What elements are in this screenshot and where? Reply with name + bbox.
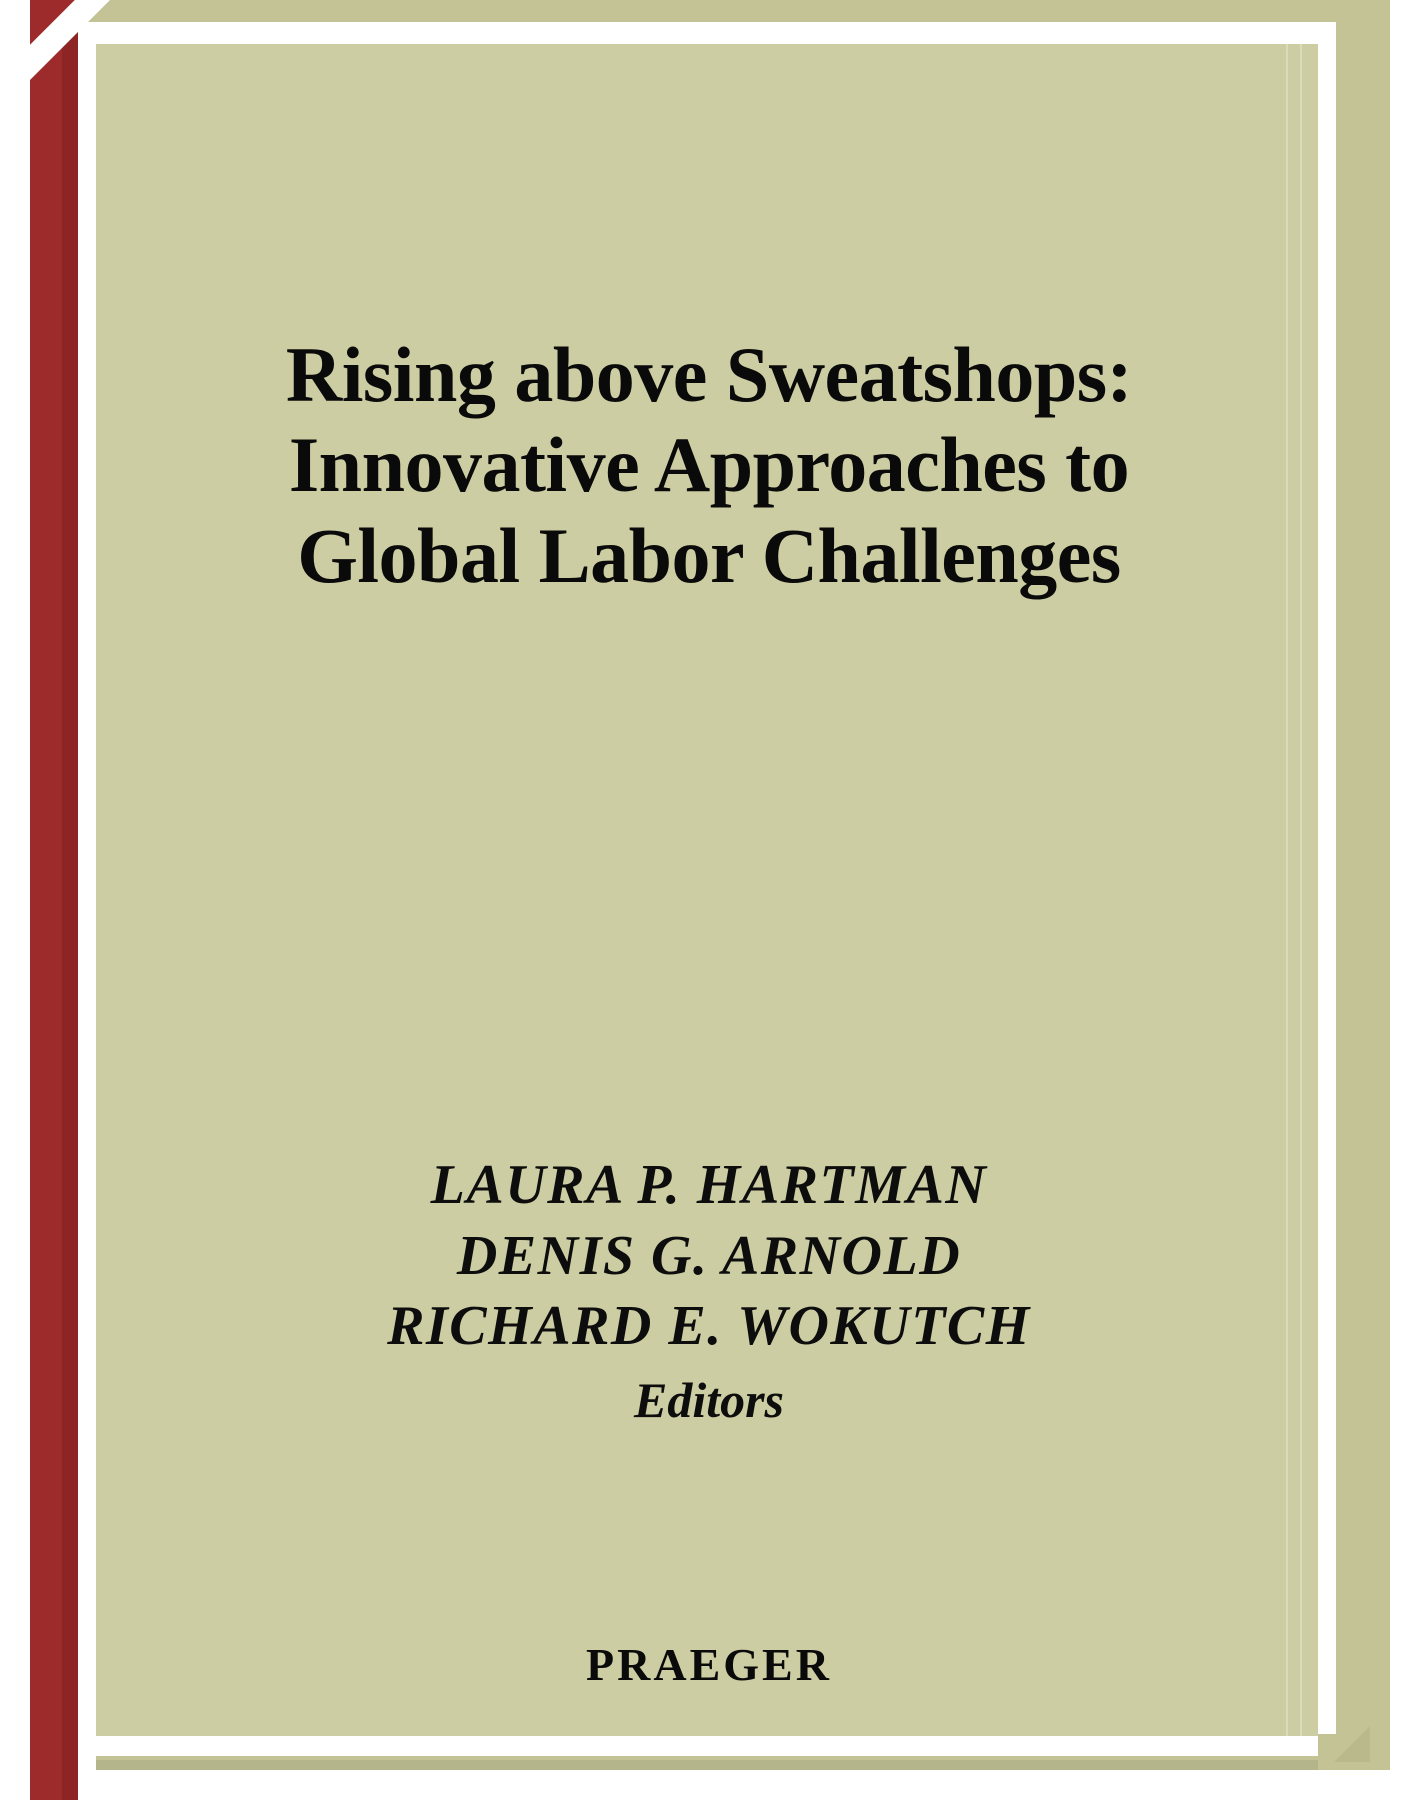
book-spine-shadow <box>62 0 78 1800</box>
book-title-line-1: Rising above Sweatshops: <box>285 331 1133 418</box>
author-name-3: RICHARD E. WOKUTCH <box>387 1295 1031 1358</box>
book-authors <box>136 1150 1282 1433</box>
cover-inner-rule-right-2 <box>1286 44 1288 1736</box>
book-title-line-3: Global Labor Challenges <box>297 511 1121 599</box>
author-role-label: Editors <box>633 1371 785 1428</box>
cover-bottom-shadow <box>96 1760 1318 1770</box>
cover-gap-top <box>78 22 1336 44</box>
cover-inner-rule-right <box>1300 44 1302 1736</box>
cover-front-face <box>96 44 1318 1736</box>
publisher-block <box>136 1638 1282 1691</box>
cover-gap-right <box>1318 22 1336 1734</box>
author-name-1: LAURA P. HARTMAN <box>430 1154 988 1216</box>
author-name-2: DENIS G. ARNOLD <box>456 1224 962 1287</box>
publisher-name: PRAEGER <box>586 1639 832 1690</box>
book-title-line-2: Innovative Approaches to <box>288 421 1130 509</box>
cover-gap-left <box>78 22 96 1778</box>
cover-gap-bottom <box>78 1736 1318 1756</box>
book-title <box>136 330 1282 601</box>
